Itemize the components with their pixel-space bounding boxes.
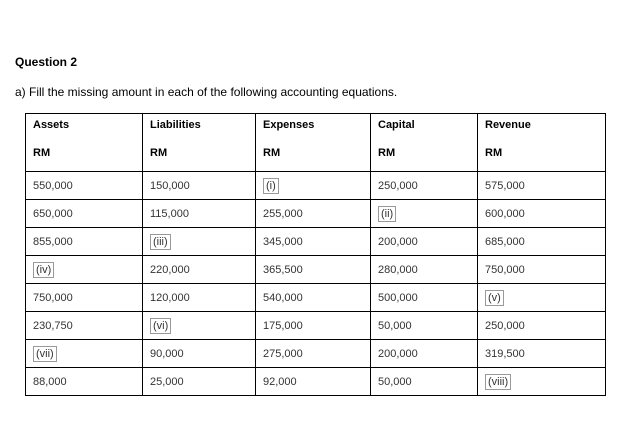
amount-value: 650,000 (33, 207, 73, 220)
amount-value: 750,000 (33, 291, 73, 304)
cell-expenses (256, 340, 371, 368)
amount-value: 230,750 (33, 319, 73, 332)
table-header-row (26, 114, 606, 136)
unit-revenue: RM (478, 135, 606, 172)
table-row (26, 228, 606, 256)
cell-revenue (478, 256, 606, 284)
cell-expenses (256, 228, 371, 256)
amount-value: 500,000 (378, 291, 418, 304)
amount-value: 250,000 (378, 179, 418, 192)
amount-value: 150,000 (150, 179, 190, 192)
cell-assets (26, 284, 143, 312)
cell-expenses (256, 172, 371, 200)
table-unit-row (26, 135, 606, 172)
cell-revenue (478, 228, 606, 256)
unit-assets: RM (26, 135, 143, 172)
cell-liabilities (143, 284, 256, 312)
table-row (26, 368, 606, 396)
cell-capital (371, 200, 478, 228)
unit-capital: RM (371, 135, 478, 172)
header-expenses: Expenses (256, 114, 371, 136)
amount-value: 50,000 (378, 319, 412, 332)
missing-amount-field: (iv) (33, 262, 54, 278)
cell-expenses (256, 368, 371, 396)
missing-amount-field: (vii) (33, 346, 57, 362)
amount-value: 750,000 (485, 263, 525, 276)
table-row (26, 284, 606, 312)
cell-capital (371, 228, 478, 256)
unit-expenses: RM (256, 135, 371, 172)
unit-liabilities: RM (143, 135, 256, 172)
cell-revenue (478, 312, 606, 340)
amount-value: 550,000 (33, 179, 73, 192)
cell-liabilities (143, 340, 256, 368)
missing-amount-field: (v) (485, 290, 504, 306)
cell-capital (371, 312, 478, 340)
question-heading: Question 2 (15, 55, 78, 69)
cell-revenue (478, 200, 606, 228)
table-row (26, 312, 606, 340)
cell-revenue (478, 368, 606, 396)
cell-assets (26, 340, 143, 368)
amount-value: 115,000 (150, 207, 189, 220)
amount-value: 120,000 (150, 291, 190, 304)
question-instruction: a) Fill the missing amount in each of the following accounting equations. (15, 85, 398, 99)
cell-revenue (478, 172, 606, 200)
cell-assets (26, 312, 143, 340)
cell-assets (26, 172, 143, 200)
cell-expenses (256, 284, 371, 312)
cell-assets (26, 228, 143, 256)
cell-liabilities (143, 172, 256, 200)
header-assets: Assets (26, 114, 143, 136)
amount-value: 88,000 (33, 375, 67, 388)
cell-liabilities (143, 256, 256, 284)
amount-value: 220,000 (150, 263, 190, 276)
missing-amount-field: (ii) (378, 206, 396, 222)
amount-value: 275,000 (263, 347, 303, 360)
table-row (26, 200, 606, 228)
amount-value: 319,500 (485, 347, 525, 360)
amount-value: 200,000 (378, 347, 418, 360)
cell-expenses (256, 312, 371, 340)
amount-value: 92,000 (263, 375, 297, 388)
table-row (26, 256, 606, 284)
amount-value: 50,000 (378, 375, 412, 388)
cell-revenue (478, 284, 606, 312)
cell-liabilities (143, 312, 256, 340)
header-revenue: Revenue (478, 114, 606, 136)
amount-value: 575,000 (485, 179, 525, 192)
cell-revenue (478, 340, 606, 368)
amount-value: 25,000 (150, 375, 184, 388)
table-row (26, 172, 606, 200)
cell-assets (26, 368, 143, 396)
cell-capital (371, 256, 478, 284)
amount-value: 365,500 (263, 263, 303, 276)
missing-amount-field: (iii) (150, 234, 171, 250)
header-liabilities: Liabilities (143, 114, 256, 136)
cell-expenses (256, 200, 371, 228)
cell-assets (26, 200, 143, 228)
amount-value: 280,000 (378, 263, 418, 276)
header-capital: Capital (371, 114, 478, 136)
cell-liabilities (143, 200, 256, 228)
cell-capital (371, 340, 478, 368)
cell-expenses (256, 256, 371, 284)
amount-value: 600,000 (485, 207, 525, 220)
amount-value: 250,000 (485, 319, 525, 332)
accounting-equations-table (25, 113, 606, 396)
amount-value: 540,000 (263, 291, 303, 304)
cell-assets (26, 256, 143, 284)
cell-liabilities (143, 228, 256, 256)
missing-amount-field: (vi) (150, 318, 171, 334)
amount-value: 855,000 (33, 235, 73, 248)
cell-capital (371, 368, 478, 396)
amount-value: 685,000 (485, 235, 525, 248)
table-body (26, 172, 606, 396)
table-row (26, 340, 606, 368)
missing-amount-field: (viii) (485, 374, 511, 390)
amount-value: 200,000 (378, 235, 418, 248)
cell-capital (371, 172, 478, 200)
amount-value: 90,000 (150, 347, 184, 360)
cell-capital (371, 284, 478, 312)
amount-value: 345,000 (263, 235, 303, 248)
cell-liabilities (143, 368, 256, 396)
amount-value: 175,000 (263, 319, 303, 332)
amount-value: 255,000 (263, 207, 303, 220)
missing-amount-field: (i) (263, 178, 279, 194)
